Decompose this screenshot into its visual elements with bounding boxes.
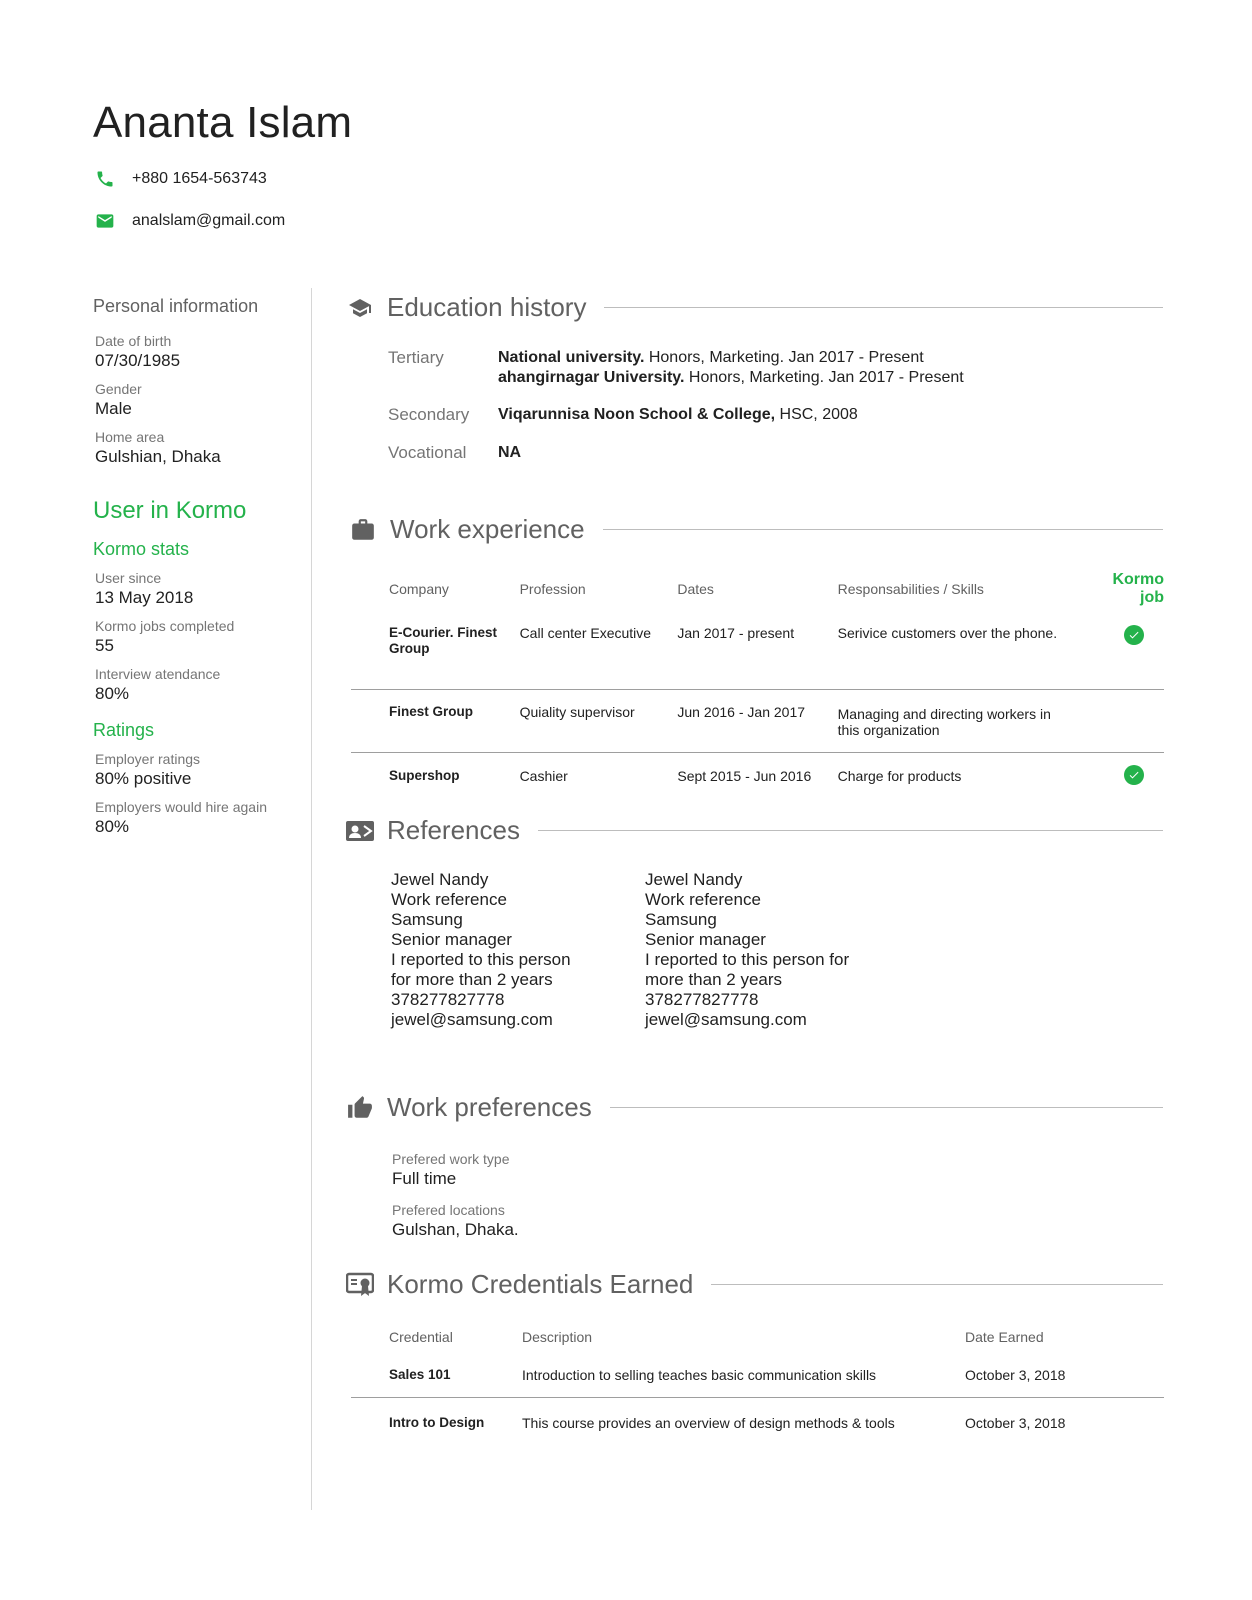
email-row [93, 209, 285, 233]
work-type-label: Prefered work type [392, 1151, 510, 1167]
reference-company: Samsung [645, 910, 717, 929]
reference-card [645, 870, 870, 1030]
work-dates: Jun 2016 - Jan 2017 [677, 689, 837, 752]
reference-type: Work reference [391, 890, 507, 909]
reference-card [391, 870, 591, 1030]
credentials-table [351, 1329, 1164, 1441]
vocational-label: Vocational [388, 443, 467, 462]
vocational-value-text: NA [498, 444, 522, 461]
col-resp: Responsabilities / Skills [837, 581, 984, 597]
attendance-value: 80% [95, 684, 130, 703]
reference-company: Samsung [391, 910, 463, 929]
jobs-completed-label: Kormo jobs completed [95, 618, 235, 634]
briefcase-icon [348, 515, 378, 545]
kormo-user-heading: User in Kormo [93, 497, 247, 524]
col-dates: Dates [677, 581, 714, 597]
personal-info-heading: Personal information [93, 296, 259, 316]
work-dates: Jan 2017 - present [677, 625, 837, 689]
phone-row [93, 167, 267, 191]
work-company: Supershop [389, 767, 460, 783]
section-rule [603, 529, 1163, 530]
col-profession: Profession [519, 581, 586, 597]
reference-role: Senior manager [645, 930, 766, 949]
check-circle-icon [1124, 765, 1144, 785]
phone-icon [93, 167, 117, 191]
work-kormo-cell [1074, 752, 1164, 795]
employer-ratings-label: Employer ratings [95, 751, 201, 767]
vocational-row [388, 443, 521, 463]
home-area-label: Home area [95, 429, 165, 445]
credential-date: October 3, 2018 [965, 1363, 1164, 1398]
work-resp: Serivice customers over the phone. [838, 625, 1075, 689]
employer-ratings-value: 80% positive [95, 769, 192, 788]
work-kormo-cell [1074, 689, 1164, 752]
gender-value: Male [95, 399, 132, 418]
check-circle-icon [1124, 625, 1144, 645]
gender-label: Gender [95, 381, 142, 397]
candidate-name: Ananta Islam [93, 98, 353, 147]
hire-again-label: Employers would hire again [95, 799, 267, 815]
section-rule [604, 307, 1163, 308]
preferences-block [392, 1151, 519, 1240]
credentials-section-header [345, 1269, 1163, 1300]
tertiary-detail-2: Honors, Marketing. Jan 2017 - Present [684, 369, 964, 386]
work-profession: Quiality supervisor [520, 689, 678, 752]
col-kormo-job: Kormo job [1112, 571, 1164, 606]
secondary-label: Secondary [388, 405, 470, 424]
references-title: References [387, 815, 520, 845]
preferences-title: Work preferences [387, 1092, 592, 1122]
sidebar [93, 296, 293, 837]
reference-role: Senior manager [391, 930, 512, 949]
secondary-value [498, 405, 858, 425]
work-resp: Managing and directing workers in this organization [838, 689, 1075, 752]
education-section-header [345, 292, 1163, 323]
mail-icon [93, 209, 117, 233]
table-row [351, 625, 1164, 689]
ratings-heading: Ratings [93, 720, 155, 740]
reference-type: Work reference [645, 890, 761, 909]
reference-email[interactable]: jewel@samsung.com [391, 1010, 553, 1029]
reference-relation: I reported to this person for more than 2 years [391, 950, 571, 989]
work-title: Work experience [390, 514, 585, 544]
references-section-header [345, 815, 1163, 846]
secondary-row [388, 405, 858, 425]
section-rule [538, 830, 1163, 831]
column-divider [311, 288, 312, 1510]
work-company: Finest Group [351, 689, 520, 752]
jobs-completed-value: 55 [95, 636, 114, 655]
tertiary-row [388, 348, 964, 388]
kormo-stats-heading: Kormo stats [93, 539, 190, 559]
work-header-row [351, 571, 1164, 625]
vocational-value [498, 443, 521, 463]
user-since-value: 13 May 2018 [95, 588, 194, 607]
tertiary-value [498, 348, 964, 388]
work-section-header [348, 514, 1163, 545]
col-company: Company [389, 581, 449, 597]
section-rule [610, 1107, 1163, 1108]
work-resp: Charge for products [837, 767, 962, 784]
credential-date: October 3, 2018 [965, 1415, 1066, 1431]
reference-phone[interactable]: 378277827778 [391, 990, 505, 1009]
credentials-header-row [351, 1329, 1164, 1363]
phone-number[interactable]: +880 1654-563743 [132, 170, 267, 187]
thumbs-up-icon [345, 1093, 375, 1123]
table-row [351, 752, 1164, 795]
section-rule [711, 1284, 1163, 1285]
secondary-school: Viqarunnisa Noon School & College, [498, 406, 776, 423]
table-row [351, 1398, 1164, 1442]
work-kormo-cell [1074, 625, 1164, 689]
user-since-label: User since [95, 570, 162, 586]
credentials-title: Kormo Credentials Earned [387, 1269, 694, 1299]
reference-relation: I reported to this person for more than 2 years [645, 950, 850, 989]
col-date-earned: Date Earned [965, 1329, 1044, 1345]
reference-phone[interactable]: 378277827778 [645, 990, 759, 1009]
attendance-label: Interview atendance [95, 666, 221, 682]
tertiary-label: Tertiary [388, 348, 444, 367]
tertiary-detail-1: Honors, Marketing. Jan 2017 - Present [644, 349, 924, 366]
work-company: E-Courier. Finest Group [351, 625, 520, 689]
preferences-section-header [345, 1092, 1163, 1123]
col-credential: Credential [389, 1329, 453, 1345]
reference-email[interactable]: jewel@samsung.com [645, 1010, 807, 1029]
tertiary-school-1: National university. [498, 349, 645, 366]
work-dates: Sept 2015 - Jun 2016 [677, 767, 812, 784]
dob-label: Date of birth [95, 333, 172, 349]
credential-name: Sales 101 [351, 1363, 522, 1398]
work-profession: Cashier [519, 767, 568, 784]
reference-name: Jewel Nandy [391, 870, 489, 889]
hire-again-value: 80% [95, 817, 130, 836]
work-profession: Call center Executive [520, 625, 678, 689]
graduation-cap-icon [345, 293, 375, 323]
dob-value: 07/30/1985 [95, 351, 181, 370]
locations-label: Prefered locations [392, 1202, 505, 1218]
home-area-value: Gulshian, Dhaka [95, 447, 221, 466]
contact-card-icon [345, 816, 375, 846]
email-address[interactable]: analslam@gmail.com [132, 212, 286, 229]
tertiary-school-2: ahangirnagar University. [498, 369, 685, 386]
work-table [351, 571, 1164, 795]
secondary-detail: HSC, 2008 [775, 406, 858, 423]
work-type-value: Full time [392, 1169, 457, 1188]
table-row [351, 1363, 1164, 1398]
reference-name: Jewel Nandy [645, 870, 743, 889]
credential-description: Introduction to selling teaches basic communication skills [522, 1363, 965, 1398]
credential-description: This course provides an overview of design methods & tools [522, 1415, 895, 1431]
table-row [351, 689, 1164, 752]
education-title: Education history [387, 292, 587, 322]
credential-name: Intro to Design [389, 1415, 485, 1430]
certificate-icon [345, 1270, 375, 1300]
locations-value: Gulshan, Dhaka. [392, 1220, 519, 1239]
col-description: Description [522, 1329, 593, 1345]
